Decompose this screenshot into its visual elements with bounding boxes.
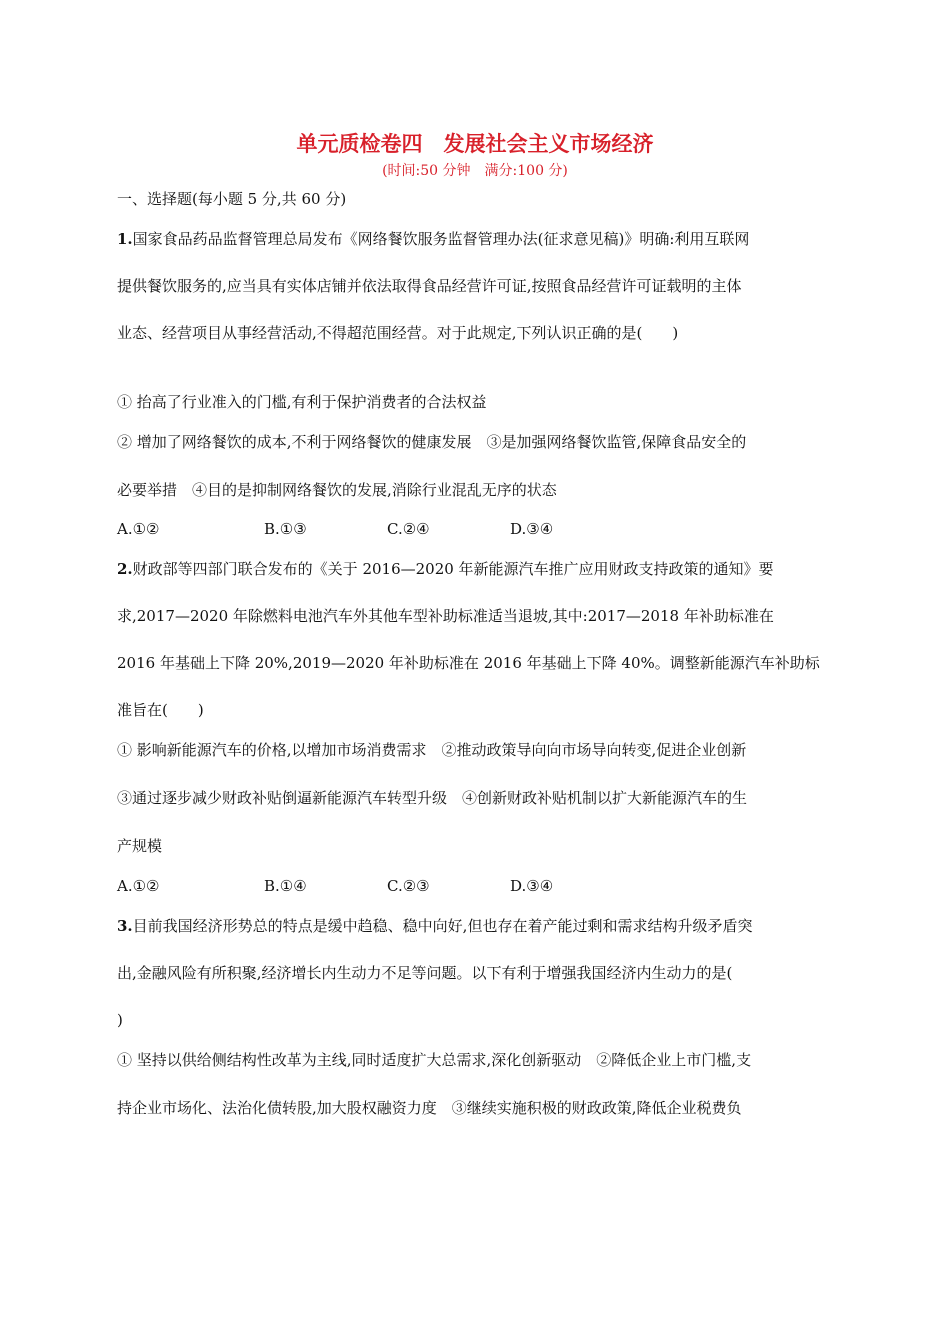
question-1-statement-2: ② 增加了网络餐饮的成本,不利于网络餐饮的健康发展 ③是加强网络餐饮监管,保障食品安全的	[117, 433, 747, 451]
question-2-statement-1: ① 影响新能源汽车的价格,以增加市场消费需求 ②推动政策导向向市场导向转变,促进企业创新	[117, 741, 747, 759]
exam-info: (时间:50 分钟 满分:100 分)	[382, 163, 568, 179]
question-1-number: 1.	[117, 230, 133, 248]
question-2-statement-3: 产规模	[117, 837, 163, 855]
question-3-statement-1: ① 坚持以供给侧结构性改革为主线,同时适度扩大总需求,深化创新驱动 ②降低企业上市门槛,支	[117, 1051, 752, 1069]
question-2-statement-2: ③通过逐步减少财政补贴倒逼新能源汽车转型升级 ④创新财政补贴机制以扩大新能源汽车的生	[117, 789, 748, 807]
option-a[interactable]: A.①②	[117, 520, 160, 538]
page-title: 单元质检卷四 发展社会主义市场经济	[296, 132, 654, 156]
question-1-options	[117, 519, 553, 539]
question-1-line-3: 业态、经营项目从事经营活动,不得超范围经营。对于此规定,下列认识正确的是( )	[117, 324, 679, 342]
question-2-options	[117, 876, 553, 896]
question-2-line-1: 2.财政部等四部门联合发布的《关于 2016—2020 年新能源汽车推广应用财政支持政策的通知》要	[117, 560, 774, 578]
option-d[interactable]: D.③④	[510, 520, 554, 538]
question-3-line-2: 出,金融风险有所积聚,经济增长内生动力不足等问题。以下有利于增强我国经济内生动力的是(	[117, 964, 733, 982]
question-3-number: 3.	[117, 917, 133, 935]
question-3-line-3: )	[117, 1011, 123, 1029]
option-a[interactable]: A.①②	[117, 877, 160, 895]
option-c[interactable]: C.②④	[387, 520, 430, 538]
option-d[interactable]: D.③④	[510, 877, 554, 895]
question-2-number: 2.	[117, 560, 133, 578]
question-1-line-2: 提供餐饮服务的,应当具有实体店铺并依法取得食品经营许可证,按照食品经营许可证载明的主体	[117, 277, 742, 295]
question-3-line-1: 3.目前我国经济形势总的特点是缓中趋稳、稳中向好,但也存在着产能过剩和需求结构升级矛盾突	[117, 917, 753, 935]
question-1-statement-3: 必要举措 ④目的是抑制网络餐饮的发展,消除行业混乱无序的状态	[117, 481, 557, 499]
section-heading: 一、选择题(每小题 5 分,共 60 分)	[117, 190, 347, 208]
question-2-line-3: 2016 年基础上下降 20%,2019—2020 年补助标准在 2016 年基础上下降 40%。调整新能源汽车补助标	[117, 654, 820, 672]
option-b[interactable]: B.①④	[264, 877, 307, 895]
question-1-statement-1: ① 抬高了行业准入的门槛,有利于保护消费者的合法权益	[117, 393, 487, 411]
question-1-line-1: 1.国家食品药品监督管理总局发布《网络餐饮服务监督管理办法(征求意见稿)》明确:利用互联网	[117, 230, 750, 248]
question-2-line-2: 求,2017—2020 年除燃料电池汽车外其他车型补助标准适当退坡,其中:2017—2018 年补助标准在	[117, 607, 774, 625]
question-2-line-4: 准旨在( )	[117, 701, 204, 719]
question-3-statement-2: 持企业市场化、法治化债转股,加大股权融资力度 ③继续实施积极的财政政策,降低企业税费负	[117, 1099, 742, 1117]
option-b[interactable]: B.①③	[264, 520, 307, 538]
option-c[interactable]: C.②③	[387, 877, 430, 895]
